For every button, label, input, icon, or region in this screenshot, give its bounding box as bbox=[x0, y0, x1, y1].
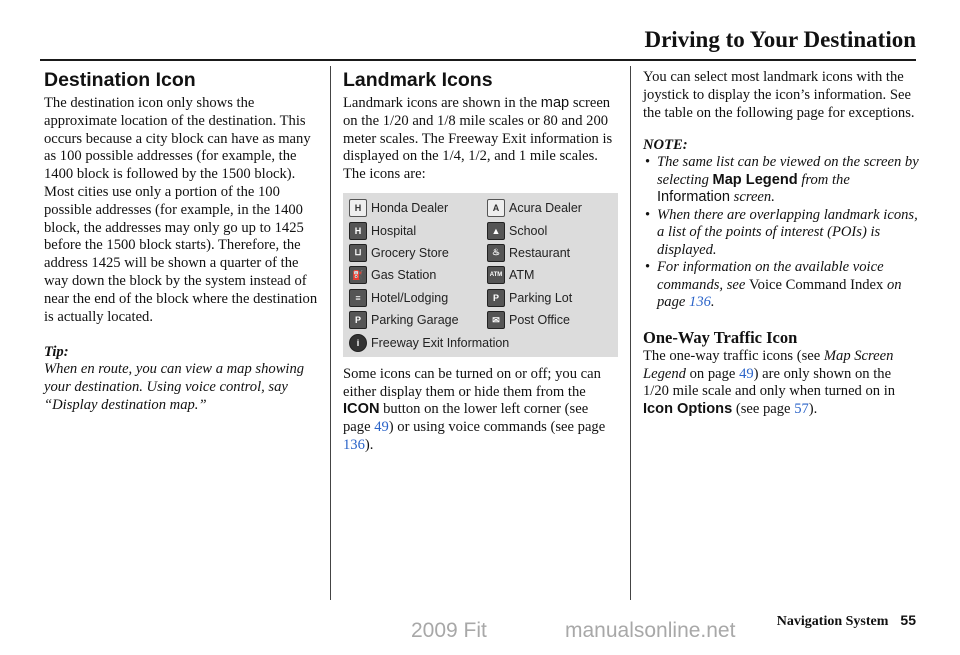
landmark-icon-label: Parking Lot bbox=[509, 290, 573, 305]
landmark-toggle-paragraph bbox=[343, 366, 618, 455]
landmark-icon-entry bbox=[349, 198, 487, 218]
icon-button-term: ICON bbox=[343, 401, 380, 418]
map-legend-term: Map Legend bbox=[712, 171, 798, 188]
text-run: on page bbox=[657, 276, 902, 311]
landmark-icon-label: Acura Dealer bbox=[509, 201, 582, 216]
icon-grid bbox=[349, 198, 612, 353]
map-screen-legend-term: Map Screen Legend bbox=[643, 347, 894, 382]
landmark-icon-entry bbox=[487, 265, 611, 285]
post-office-icon: ✉ bbox=[487, 311, 505, 329]
landmark-icon-label: ATM bbox=[509, 268, 535, 283]
note-item: • When there are overlapping landmark icons, a list of the points of interest (POIs) is displayed. bbox=[643, 207, 919, 260]
atm-icon: ATM bbox=[487, 266, 505, 284]
landmark-icon-label: Gas Station bbox=[371, 268, 437, 283]
icon-options-term: Icon Options bbox=[643, 401, 733, 418]
landmark-icon-entry bbox=[349, 332, 611, 352]
column-landmark-icons bbox=[343, 66, 618, 455]
text-run: Landmark icons are shown in the bbox=[343, 95, 541, 111]
landmark-icon-entry bbox=[349, 265, 487, 285]
page-footer bbox=[777, 612, 916, 630]
column-divider bbox=[630, 66, 631, 600]
map-screen-term: map bbox=[540, 95, 570, 111]
text-run: The one-way traffic icons (see bbox=[643, 347, 824, 364]
tip-body: When en route, you can view a map showing your destination. Using voice control, say “Display destination map.” bbox=[44, 361, 305, 413]
text-run: ) are only shown on the 1/20 mile scale and only when turned on in bbox=[643, 365, 896, 400]
text-run: screen on the 1/20 and 1/8 mile scales or 80 and 200 meter scales. The Freeway Exit information is displayed on the 1/4, 1/2, and 1 mile scales. The icons are: bbox=[343, 95, 613, 183]
page-link-49[interactable]: 49 bbox=[374, 419, 389, 436]
hotel-lodging-icon: ≡ bbox=[349, 289, 367, 307]
tip-title: Tip: bbox=[44, 344, 69, 361]
parking-lot-icon: P bbox=[487, 289, 505, 307]
note-item bbox=[643, 154, 919, 207]
text-run: (see page bbox=[732, 401, 795, 418]
hospital-icon: H bbox=[349, 222, 367, 240]
text-run: Some icons can be turned on or off; you can either display them or hide them from the bbox=[343, 365, 601, 400]
page-link-136[interactable]: 136 bbox=[343, 436, 365, 453]
text-run: from the bbox=[797, 171, 850, 188]
gas-station-icon: ⛽ bbox=[349, 266, 367, 284]
text-run: The same list can be viewed on the screen by selecting bbox=[657, 154, 919, 188]
landmark-icon-label: Hotel/Lodging bbox=[371, 290, 449, 305]
landmark-icon-label: Freeway Exit Information bbox=[371, 335, 510, 350]
landmark-icons-heading: Landmark Icons bbox=[343, 69, 493, 91]
text-run: screen. bbox=[730, 189, 775, 206]
text-run: ). bbox=[364, 436, 374, 453]
landmark-icon-label: Parking Garage bbox=[371, 313, 459, 328]
freeway-exit-info-icon: i bbox=[349, 334, 367, 352]
column-destination-icon bbox=[44, 66, 322, 415]
text-run: button on the lower left corner (see page bbox=[343, 401, 589, 436]
landmark-icon-entry bbox=[487, 310, 611, 330]
text-run: ). bbox=[808, 401, 818, 418]
note-list bbox=[643, 154, 919, 312]
parking-garage-icon: P bbox=[349, 311, 367, 329]
landmark-icon-entry bbox=[349, 220, 487, 240]
landmark-intro-paragraph bbox=[343, 95, 618, 184]
destination-icon-heading: Destination Icon bbox=[44, 69, 196, 91]
landmark-icon-entry bbox=[487, 220, 611, 240]
landmark-icon-label: Hospital bbox=[371, 223, 417, 238]
header-rule bbox=[40, 59, 916, 61]
column-notes bbox=[643, 66, 919, 419]
page-header-title: Driving to Your Destination bbox=[644, 27, 916, 52]
honda-dealer-icon: H bbox=[349, 199, 367, 217]
text-run: on page bbox=[685, 365, 740, 382]
note-title: NOTE: bbox=[643, 137, 688, 154]
landmark-icon-entry bbox=[487, 243, 611, 263]
landmark-icon-label: Grocery Store bbox=[371, 245, 449, 260]
text-run: . bbox=[710, 294, 715, 311]
page-link-49[interactable]: 49 bbox=[739, 365, 754, 382]
restaurant-icon: ♨ bbox=[487, 244, 505, 262]
landmark-icon-entry bbox=[487, 288, 611, 308]
voice-command-index-term: Voice Command Index bbox=[749, 276, 884, 293]
landmark-icon-entry bbox=[349, 310, 487, 330]
information-term: Information bbox=[657, 189, 731, 206]
landmark-icon-label: School bbox=[509, 223, 548, 238]
one-way-traffic-paragraph bbox=[643, 348, 919, 419]
page-link-57[interactable]: 57 bbox=[794, 401, 809, 418]
page-link-136[interactable]: 136 bbox=[689, 294, 711, 311]
watermark-site: manualsonline.net bbox=[565, 619, 736, 642]
column-divider bbox=[330, 66, 331, 600]
destination-icon-paragraph: The destination icon only shows the approximate location of the destination. This occurs because a city block can have as many as 100 possible addresses (for example, the 1400 block is followed by the 1500 block). Most cities use only a portion of the 100 possible addresses (for example, in the 1400 block, the addresses may only go up to 1425 before the 1500 block starts). Therefore, the address 1425 will be shown a quarter of the way down the block by the system instead of near the end of the block where the destination is actually located. bbox=[44, 95, 318, 325]
landmark-icon-entry bbox=[487, 198, 611, 218]
joystick-paragraph: You can select most landmark icons with the joystick to display the icon’s information. See the table on the following page for exceptions. bbox=[643, 69, 915, 121]
footer-section-name: Navigation System bbox=[776, 614, 889, 629]
watermark-model: 2009 Fit bbox=[411, 619, 487, 642]
text-run: ) or using voice commands (see page bbox=[388, 419, 606, 436]
landmark-icon-legend bbox=[343, 193, 618, 357]
grocery-store-icon: ⊔ bbox=[349, 244, 367, 262]
school-icon: ▲ bbox=[487, 222, 505, 240]
page-number: 55 bbox=[900, 612, 916, 628]
landmark-icon-label: Post Office bbox=[509, 313, 570, 328]
landmark-icon-label: Honda Dealer bbox=[371, 201, 449, 216]
note-item bbox=[643, 259, 919, 312]
one-way-traffic-heading: One-Way Traffic Icon bbox=[643, 327, 798, 347]
landmark-icon-entry bbox=[349, 243, 487, 263]
landmark-icon-label: Restaurant bbox=[509, 245, 571, 260]
acura-dealer-icon: A bbox=[487, 199, 505, 217]
landmark-icon-entry bbox=[349, 288, 487, 308]
text-run: For information on the available voice commands, see bbox=[657, 259, 884, 293]
